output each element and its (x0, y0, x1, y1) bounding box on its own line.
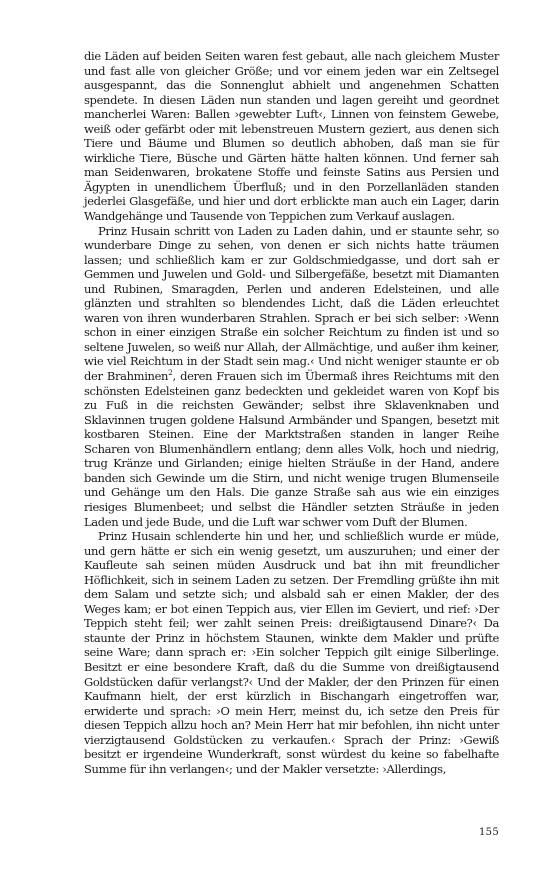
body-text (84, 49, 499, 776)
footnote-marker: 2 (168, 368, 173, 378)
paragraph: die Läden auf beiden Seiten waren fest gebaut, alle nach gleichem Muster und fast alle von gleicher Größe; und vor einem jeden war ein Zeltsegel ausgespannt, das die Sonnenglut abhielt und angenehmen Schatten spendete. In diesen Läden nun standen und lagen gereiht und geordnet mancherlei Waren: Ballen ›gewebter Luft‹, Linnen von feinstem Gewebe, weiß oder gefärbt oder mit lebenstreuen Mustern geziert, aus denen sich Tiere und Bäume und Blumen so deutlich abhoben, daß man sie für wirkliche Tiere, Büsche und Gärten hätte halten können. Und ferner sah man Seidenwaren, brokatene Stoffe und feinste Satins aus Persien und Ägypten in unendlichem Überfluß; und in den Porzellanläden standen jederlei Glasgefäße, und hier und dort erblickte man auch ein Lager, darin Wandgehänge und Tausende von Teppichen zum Verkauf auslagen. (84, 49, 499, 224)
paragraph-text: , deren Frauen sich im Übermaß ihres Reichtums mit den schönsten Edelsteinen ganz bedeckten und gekleidet waren von Kopf bis zu Fuß in die reichsten Gewänder; selbst ihre Sklavenknaben und Sklavinnen trugen goldene Halsund Armbänder und Spangen, besetzt mit kostbaren Steinen. Eine der Marktstraßen standen in langer Reihe Scharen von Blumenhändlern entlang; denn alles Volk, hoch und niedrig, trug Kränze und Girlanden; einige hielten Sträuße in der Hand, andere banden sich Gewinde um die Stirn, und nicht wenige trugen Blumenseile und Gehänge um den Hals. Die ganze Straße sah aus wie ein einziges riesiges Blumenbeet; und selbst die Händler setzten Sträuße in jeden Laden und jede Bude, und die Luft war schwer vom Duft der Blumen. (84, 369, 499, 529)
paragraph-text: Prinz Husain schritt von Laden zu Laden dahin, und er staunte sehr, so wunderbare Dinge zu sehen, von denen er sich nichts hatte träumen lassen; und schließlich kam er zur Goldschmiedgasse, und dort sah er Gemmen und Juwelen und Gold- und Silbergefäße, besetzt mit Diamanten und Rubinen, Smaragden, Perlen und anderen Edelsteinen, und alle glänzten und strahlten so blendendes Licht, daß die Läden erleuchtet waren von ihren wunderbaren Strahlen. Sprach er bei sich selber: ›Wenn schon in einer einzigen Straße ein solcher Reichtum zu finden ist und so seltene Juwelen, so weiß nur Allah, der Allmächtige, und außer ihm keiner, wie viel Reichtum in der Stadt sein mag.‹ Und nicht weniger staunte er ob der Brahminen (84, 223, 499, 384)
paragraph: Prinz Husain schlenderte hin und her, und schließlich wurde er müde, und gern hätte er sich ein wenig gesetzt, um auszuruhen; und einer der Kaufleute sah seinen müden Ausdruck und bat ihn mit freundlicher Höflichkeit, sich in seinem Laden zu setzen. Der Fremdling grüßte ihn mit dem Salam und setzte sich; und alsbald sah er einen Makler, der des Weges kam; er bot einen Teppich aus, vier Ellen im Geviert, und rief: ›Der Teppich steht feil; wer zahlt seinen Preis: dreißigtausend Dinare?‹ Da staunte der Prinz in höchstem Staunen, winkte dem Makler und prüfte seine Ware; dann sprach er: ›Ein solcher Teppich gilt einige Silberlinge. Besitzt er eine besondere Kraft, daß du die Summe von dreißigtausend Goldstücken dafür verlangst?‹ Und der Makler, der den Prinzen für einen Kaufmann hielt, der erst kürzlich in Bischangarh eingetroffen war, erwiderte und sprach: ›O mein Herr, meinst du, ich setze den Preis für diesen Teppich allzu hoch an? Mein Herr hat mir befohlen, ihn nicht unter vierzigtausend Goldstücken zu verkaufen.‹ Sprach der Prinz: ›Gewiß besitzt er irgendeine Wunderkraft, sonst würdest du keine so fabelhafte Summe für ihn verlangen‹; und der Makler versetzte: ›Allerdings, (84, 529, 499, 776)
page-number: 155 (479, 827, 499, 838)
paragraph (84, 224, 499, 529)
